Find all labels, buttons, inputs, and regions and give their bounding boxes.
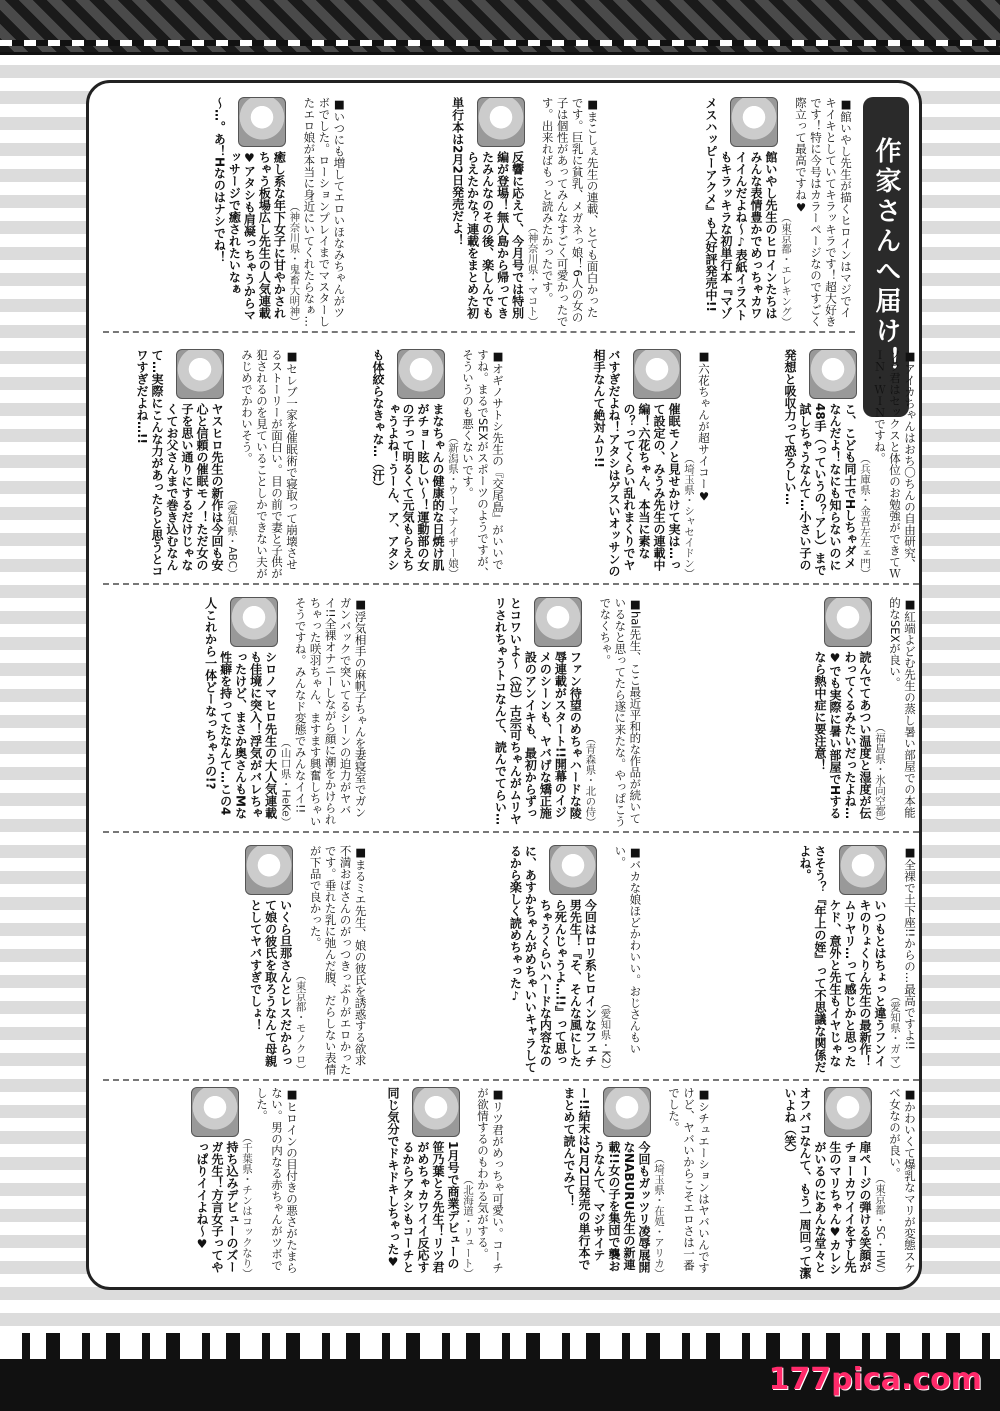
letter-text: ■セレブ一家を催眠術で寝取って崩壊させるストーリーが面白い。目の前で妻と子供が犯されるのを見ていることしかできない夫がみじめでかわいそう。 [240,349,299,579]
letter-entry [103,593,370,831]
letters-row-4 [103,841,919,1081]
letters-row-1 [103,93,855,333]
letter-text: ■リツ君がめっちゃ可愛い。コーチが欲情するのもわかる気がする。 [476,1087,505,1274]
letters-row-5 [103,1083,919,1283]
letter-entry [378,841,645,1079]
letter-signature: （東京都・モノクロ） [294,970,307,1075]
editor-avatar-icon [603,1087,651,1137]
editor-avatar-icon [176,349,224,399]
editor-avatar-icon [397,349,445,399]
letter-entry [309,1083,507,1283]
editor-reply: いつもとはちょっと違うフンイキのりょくりん先生の最新作！ムリヤリ…って感じかと思ったケド、意外と先生もイヤじゃなさそう？『年上の姪』って不思議な関係だよね。 [798,845,887,1073]
editor-reply: まなちゃんの健康的な日焼け肌がチョー眩しい～！運動部の女の子って明るくて元気もらえちゃうよね！うーん、ア、アタシも体絞らなきゃな…（汗） [371,349,445,571]
letter-text: ■いつにも増してエロいほなみちゃんがツボでした。ローションプレイまでマスターしたエロ娘が本当に身近にいてくれたらなぁ… [302,97,347,327]
letter-signature: （東京都・エレキング） [780,211,792,327]
editor-reply: 1月号で商業デビューの笹乃葉とろ先生！リツ君がめちゃカワイイ反応するからアタシもコーチと同じ気分でドキドキしちゃった♥ [386,1087,460,1273]
letter-entry [721,345,919,583]
editor-avatar-icon [412,1087,460,1137]
letter-entry [515,345,713,583]
letter-entry [103,345,301,583]
editor-avatar-icon [824,1087,872,1137]
letter-entry [721,1083,919,1283]
letter-text: ■館いやし先生が描くヒロインはマジでイキイキとしていてキラッキラです！超大好きです！特に今号はカラーページなのですごく際立って最高ですね♥ [794,97,853,327]
editor-avatar-icon [245,845,293,895]
top-decorative-band [0,0,1000,55]
letter-text: ■全裸で土下座!!からの…最高ですよ!! [903,845,917,1050]
letter-entry [103,841,370,1079]
editor-reply: 癒し系な年下女子に甘やかされちゃう板場広し先生の人気連載♥アタシも肩凝っちゃうからマッサージで癒されたいなぁ～…。あ！Hなのはナシでね！ [212,97,287,321]
editor-avatar-icon [549,845,597,895]
letter-text: ■シチュエーションはヤバいんですけど、ヤバいからこそエロさは一番でした。 [667,1087,711,1274]
editor-reply: ファン待望のめちゃハードな陵辱連載がスタート!!開幕のイジメのシーンも、ヤバげな矯正施設のアンイキも、最初からずっとコワいよ～（泣）古宗可ちゃんがムリヤリされちゃうトコなんて、読んでてらい… [493,597,583,825]
letter-text: ■hal先生、ここ最近平和的な作品が続いているなと思ってたら遂に来たな。やっぱこうでなくちゃ。 [598,597,643,827]
editor-reply: こ、こども同士でHしちゃダメなんだよ！なにも知らないのに48手（っていうの？アレ）まで試しちゃうなんて…小さい子の発想と吸収力って恐ろしい… [783,349,857,576]
editor-avatar-icon [230,597,278,647]
editor-reply: いくら旦那さんとレスだからって娘の彼氏を取ろうなんて母親としてヤバすぎでしょ！ [248,899,293,1067]
editor-avatar-icon [191,1087,239,1137]
letters-panel [86,80,922,1290]
letter-text: ■オギノサトシ先生の『交尾島』がいいですね。まるでSEXがスポーツのようですが、そういうのも悪くないです。 [461,349,505,579]
editor-reply: 読んでてあつい温度と湿度が伝わってくるみたいだったよね…♥でも実際に暑い部屋でHするなら熱中症に要注意！ [813,651,872,820]
letters-row-2 [103,345,919,585]
editor-avatar-icon [809,349,857,399]
letter-signature: （北海道・リュート） [462,1174,474,1279]
letter-text: ■まこしぇ先生の連載、とても面白かったです。巨乳に貧乳、メガネっ娘！6人の女の子は個性があってみんなすごく可愛かったです。出来ればもっと読みたかったです。 [540,97,600,327]
letter-entry [309,345,507,583]
editor-avatar-icon [633,349,681,399]
editor-avatar-icon [730,97,778,147]
letter-signature: （新潟県・ウーマナイザー娘） [447,432,459,579]
letter-entry [652,593,919,831]
editor-avatar-icon [839,845,887,895]
letter-signature: （愛知県・ガマ） [889,991,901,1075]
editor-reply: ヤスヒロ先生の新作は今回も安心と信頼の催眠モノ！ただ女の子を思い通りにするだけじゃなくてお父さんまで巻き込むなんて…実際にこんな力があったらと思うとコワすぎだよね…!! [135,349,224,577]
editor-reply: シロノマヒロ先生の大人気連載も佳境に突入！浮気がバレちゃったけど、まさか奥さんもMな性癖を持ってたなんて…この4人これから一体どーなっちゃうの!? [203,597,278,819]
editor-reply: 催眠モノと見せかけて実は…って設定の、みうみ先生の連載中編！六花ちゃん、本当に素なの？ってくらい乱れまくりでヤバすぎだよね！アタシはゲスいオッサンの相手なんて絶対ムリ!! [592,349,681,577]
letter-text: ■浮気相手の麻帆子ちゃんを妻寝室でガンガンバックで突いてるシーンの迫力がヤバイ!!全裸オナニーしながら顔に潮をかけられちゃった咲羽ちゃん、ますます興奮しちゃいそうですね。みんなド変態でみんなイイ!! [293,597,368,827]
editor-reply: 今回はロリ系ヒロインなフェチ男先生！『そ、そんな風にしたら死んじゃうよ…!!』って思っちゃうくらいハードな内容なのに、あすかちゃんがめちゃいいキャラしてるから楽しく読めちゃった♪ [508,845,598,1073]
editor-reply: 反響に応えて、今月号では特別編が登場！無人島から帰ってきたみんなのその後、楽しんでもらえたかな？連載をまとめた初単行本は2月2日発売だよ！ [450,97,525,319]
page-title: 作家さんへ届け！ [863,97,909,417]
editor-avatar-icon [238,97,286,147]
letter-entry [103,1083,301,1283]
letter-signature: （青森県・北の侍） [584,732,597,827]
editor-reply: 館いやし先生のヒロインたちはみんな表情豊かでめっちゃカワイイんだよね～♪表紙イラストもキラッキラな初単行本『マゾメスハッピーアクメ』も大好評発売中!! [704,97,778,321]
letter-signature: （埼玉県・在処・アリカ） [653,1153,665,1279]
letter-signature: （神奈川県・鬼畜大明神） [288,201,301,327]
letter-signature: （福島県・氷向空都） [874,722,886,827]
editor-reply: 今回もガッツリ凌辱展開なNABURU先生の新連載!!女の子を集団で襲おうなんて、マジサイテー!!結末は2月2日発売の単行本でまとめて読んでみて！ [562,1087,651,1273]
letter-text: ■バカな娘ほどかわいい。おじさんもいい。 [613,845,643,1055]
letter-signature: （東京都・SC・HW） [874,1173,886,1279]
editor-avatar-icon [477,97,525,147]
letter-entry [356,93,601,331]
letter-signature: （神奈川県・マコト） [526,222,539,327]
letter-text: ■アイカちゃんはおち〇ちんの自由研究、ソラ君はセックスと体位のお勉強ができてＷＩＮ・ＷＩＮですね。 [873,349,917,579]
letter-entry [515,1083,713,1283]
letter-text: ■ヒロインの目付きの悪さがたまらない。男の内なる赤ちゃんがツボでした。 [255,1087,299,1274]
letter-entry [378,593,645,831]
letter-signature: （愛知県・K2） [599,998,612,1075]
editor-avatar-icon [534,597,582,647]
letter-text: ■まるミエ先生、娘の彼氏を誘惑する欲求不満おばさんのがっつきっぷりがエロかったです。垂れた乳に弛んだ腹、だらしない表情が下品で良かった。 [308,845,368,1075]
letter-signature: （愛知県・ABC） [226,494,238,579]
letter-text: ■六花ちゃんが超サイコー♥ [697,349,711,504]
letter-entry [610,93,855,331]
letter-signature: （千葉県・チンはコックなり） [241,1132,253,1279]
letter-entry [103,93,348,331]
letter-entry [652,841,919,1079]
letter-signature: （山口県・HeKe） [279,736,292,827]
letter-text: ■かわいくて爆乳なマリが変態スケベ女なのが良い。 [888,1087,917,1274]
letter-signature: （兵庫県・金吾左左ェ門） [859,453,871,579]
editor-reply: 持ち込みデビューのズーガ先生！方言女子ってやっぱりイイよね～♥ [195,1141,239,1273]
editor-avatar-icon [824,597,872,647]
site-watermark: 177pica.com [768,1362,982,1397]
letter-text: ■紅端よどむ先生の蒸し暑い部屋での本能的なSEXが良い。 [888,597,917,818]
letter-signature: （埼玉県・シャセイドン） [683,453,695,579]
letters-row-3 [103,593,919,833]
editor-reply: 扉ページの弾ける笑顔がチョーカワイイをすし先生のマリちゃん♥カレシがいるのにあんな堂々とオフパコなんて、もう一周回って潔いよね（笑） [783,1087,872,1279]
